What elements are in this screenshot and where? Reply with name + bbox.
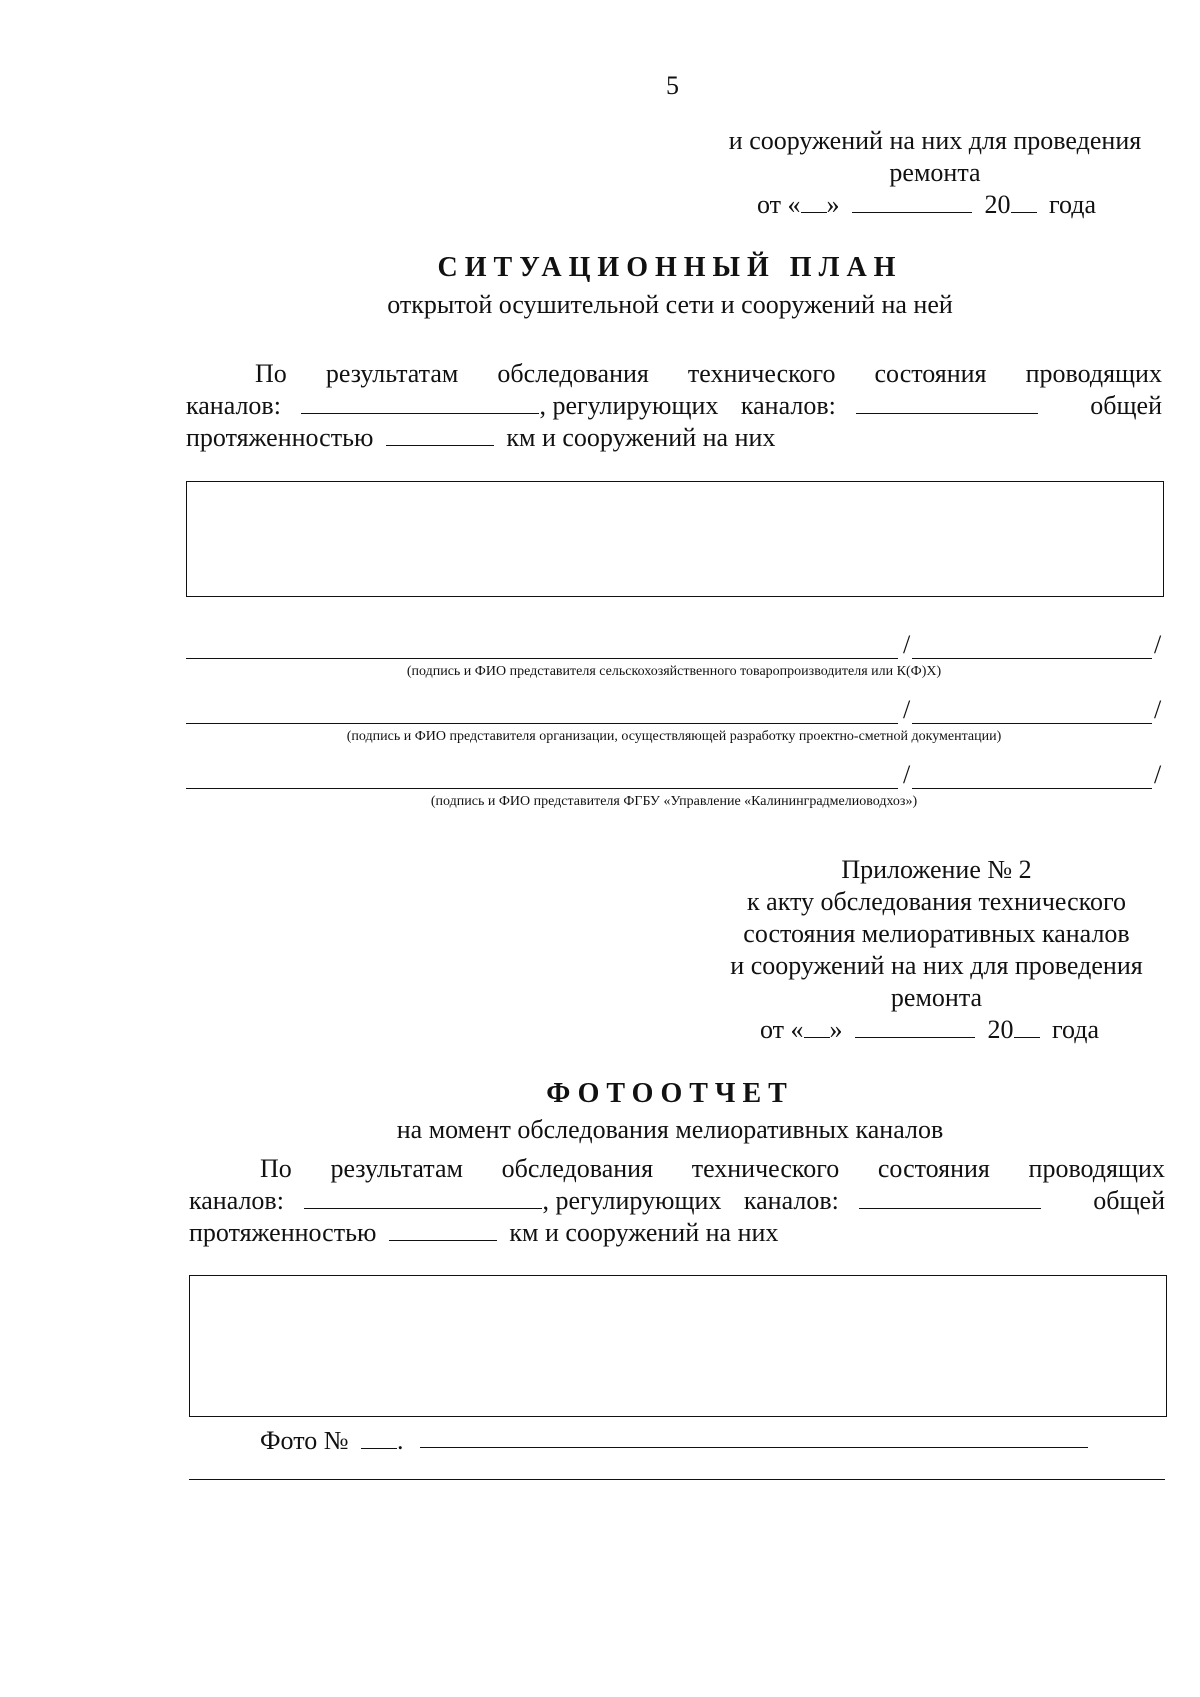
appendix-line-5: ремонта bbox=[890, 983, 983, 1012]
photo-number-field[interactable] bbox=[361, 1426, 397, 1449]
signature-line-2[interactable] bbox=[186, 723, 898, 724]
photo-box[interactable] bbox=[189, 1275, 1167, 1417]
signature-line-1[interactable] bbox=[186, 658, 898, 659]
signature-caption-2: (подпись и ФИО представителя организации, осуществляющей разработку проектно-сметной документации) bbox=[346, 729, 1002, 744]
appendix-line-1: Приложение № 2 bbox=[841, 855, 1032, 884]
photo-report-title: ФОТООТЧЕТ bbox=[546, 1078, 794, 1109]
paragraph-line-1: По результатам обследования технического состояния проводящих bbox=[255, 359, 1162, 388]
length-km-field[interactable] bbox=[389, 1218, 497, 1241]
slash: / bbox=[903, 630, 911, 659]
name-line-2[interactable] bbox=[912, 723, 1152, 724]
name-line-3[interactable] bbox=[912, 788, 1152, 789]
month-blank[interactable] bbox=[852, 190, 972, 213]
photo-caption: Фото № . bbox=[260, 1426, 404, 1455]
year-blank[interactable] bbox=[1011, 190, 1037, 213]
slash: / bbox=[903, 760, 911, 789]
month-blank[interactable] bbox=[855, 1015, 975, 1038]
signature-caption-3: (подпись и ФИО представителя ФГБУ «Управление «Калининградмелиоводхоз») bbox=[430, 794, 918, 809]
slash: / bbox=[1154, 760, 1162, 789]
year-blank[interactable] bbox=[1014, 1015, 1040, 1038]
conducting-channels-field[interactable] bbox=[304, 1186, 542, 1209]
regulating-channels-field[interactable] bbox=[856, 391, 1038, 414]
signature-caption-1: (подпись и ФИО представителя сельскохозяйственного товаропроизводителя или К(Ф)Х) bbox=[406, 664, 942, 679]
page-title: СИТУАЦИОННЫЙ ПЛАН bbox=[437, 252, 903, 283]
date-line: от « » 20 года bbox=[757, 190, 1097, 219]
photo-report-subtitle: на момент обследования мелиоративных каналов bbox=[396, 1115, 944, 1144]
paragraph-line-2: каналов: , регулирующих каналов: общей bbox=[186, 391, 1162, 420]
page-subtitle: открытой осушительной сети и сооружений на ней bbox=[387, 290, 953, 319]
slash: / bbox=[1154, 630, 1162, 659]
appendix-line-3: состояния мелиоративных каналов bbox=[743, 919, 1130, 948]
appendix-line-2: к акту обследования технического bbox=[747, 887, 1126, 916]
name-line-1[interactable] bbox=[912, 658, 1152, 659]
day-blank[interactable] bbox=[801, 190, 827, 213]
situation-plan-box[interactable] bbox=[186, 481, 1164, 597]
conducting-channels-field[interactable] bbox=[301, 391, 539, 414]
page-number: 5 bbox=[666, 71, 679, 100]
appendix-line-4: и сооружений на них для проведения bbox=[730, 951, 1143, 980]
slash: / bbox=[1154, 695, 1162, 724]
signature-line-3[interactable] bbox=[186, 788, 898, 789]
slash: / bbox=[903, 695, 911, 724]
header-line-1: и сооружений на них для проведения bbox=[728, 126, 1142, 155]
header-line-2: ремонта bbox=[889, 158, 981, 187]
paragraph2-line-3: протяженностью км и сооружений на них bbox=[189, 1218, 779, 1247]
length-km-field[interactable] bbox=[386, 423, 494, 446]
day-blank[interactable] bbox=[804, 1015, 830, 1038]
paragraph2-line-1: По результатам обследования технического состояния проводящих bbox=[260, 1154, 1165, 1183]
paragraph2-line-2: каналов: , регулирующих каналов: общей bbox=[189, 1186, 1165, 1215]
paragraph-line-3: протяженностью км и сооружений на них bbox=[186, 423, 776, 452]
regulating-channels-field[interactable] bbox=[859, 1186, 1041, 1209]
photo-description-line[interactable] bbox=[420, 1447, 1088, 1448]
date-line-2: от « » 20 года bbox=[760, 1015, 1100, 1044]
photo-description-line-2[interactable] bbox=[189, 1479, 1165, 1480]
